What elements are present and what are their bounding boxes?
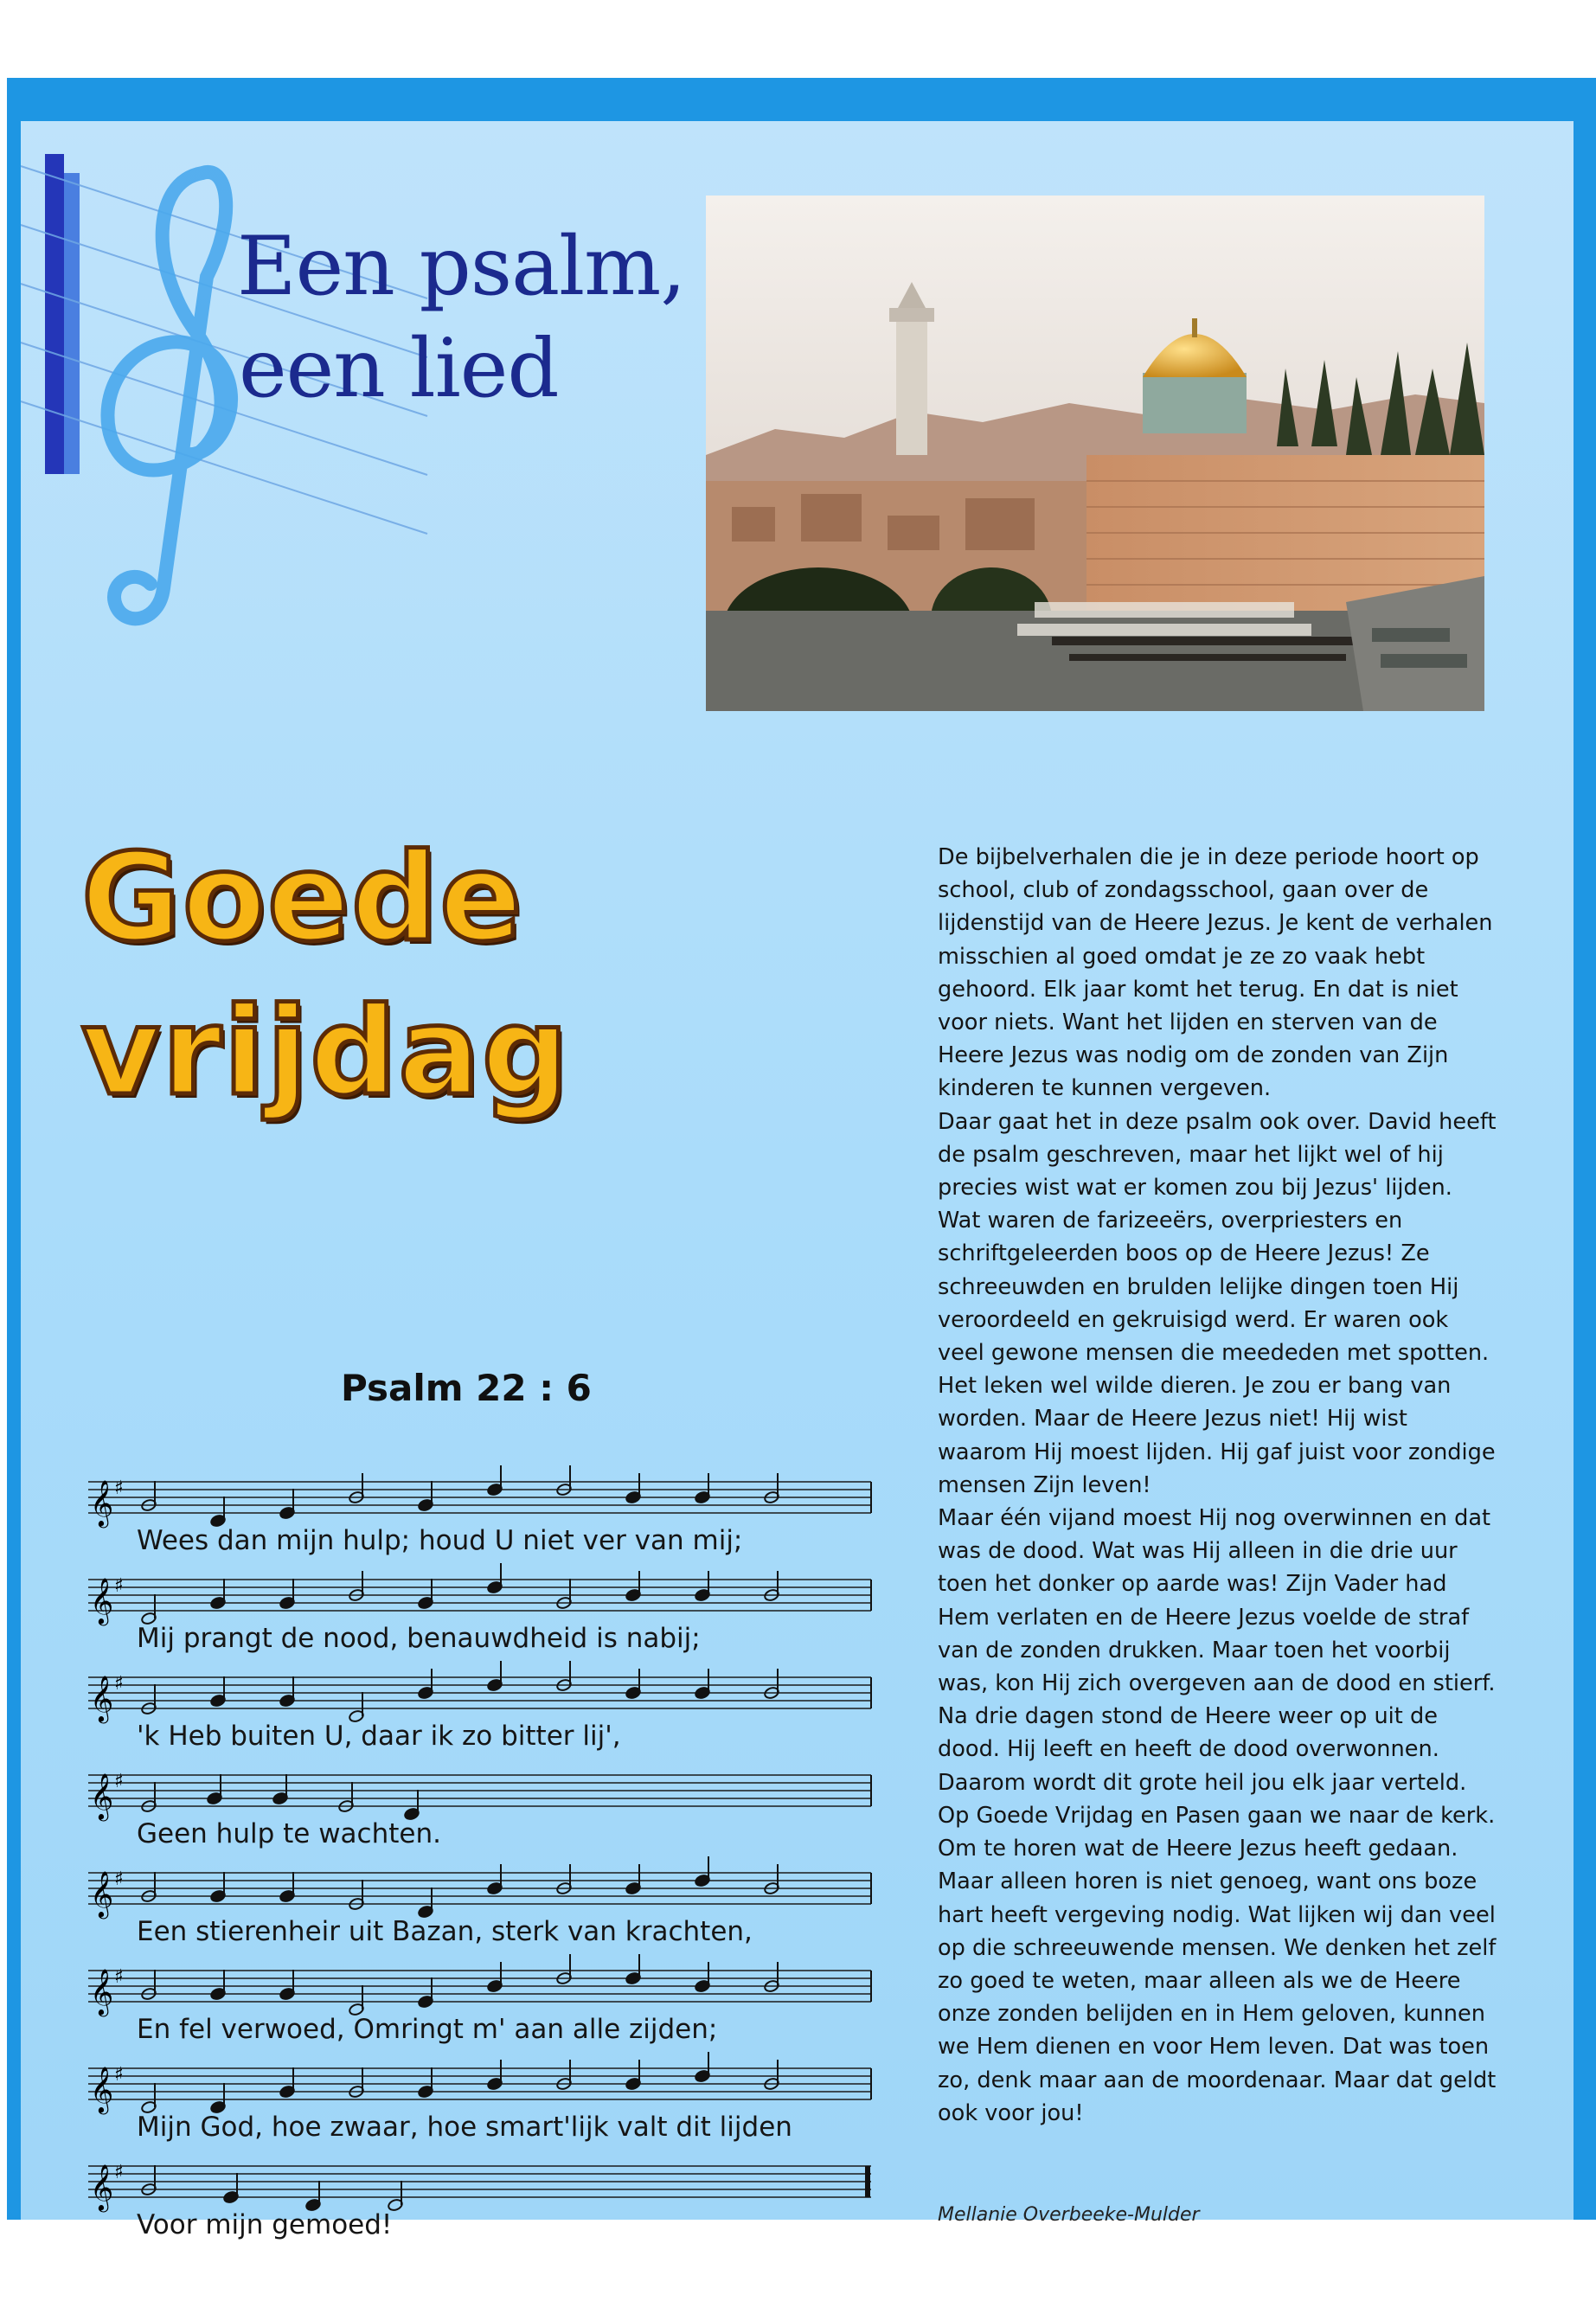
svg-text:♯: ♯ bbox=[114, 1575, 124, 1597]
big-title-line-2: vrijdag bbox=[81, 982, 571, 1123]
svg-text:♯: ♯ bbox=[114, 2064, 124, 2086]
content-panel bbox=[21, 121, 1574, 2240]
svg-text:𝄞: 𝄞 bbox=[90, 1577, 114, 1624]
svg-text:𝄞: 𝄞 bbox=[90, 1479, 114, 1526]
music-staff-icon bbox=[88, 1670, 875, 1722]
music-staff-icon bbox=[88, 1475, 875, 1527]
psalm-lyric-line: Mijn God, hoe zwaar, hoe smart'lijk valt dit lijden bbox=[137, 2112, 792, 2143]
big-title-line-1: Goede bbox=[81, 828, 524, 969]
article-text bbox=[938, 841, 1500, 2130]
psalm-lyric-line: Wees dan mijn hulp; houd U niet ver van mij; bbox=[137, 1525, 743, 1556]
header-title-line-2: een lied bbox=[239, 322, 559, 416]
music-system bbox=[88, 1768, 875, 1866]
music-system bbox=[88, 1866, 875, 1964]
svg-text:♯: ♯ bbox=[114, 1771, 124, 1792]
psalm-reference: Psalm 22 : 6 bbox=[341, 1367, 592, 1409]
svg-text:𝄞: 𝄞 bbox=[90, 1968, 114, 2015]
jerusalem-photo bbox=[706, 195, 1484, 711]
article-paragraph: De bijbelverhalen die je in deze periode hoort op school, club of zondagsschool, gaan over de lijdenstijd van de Heere Jezus. Je kent de verhalen misschien al goed omdat je ze zo vaak hebt gehoord. Elk jaar komt het terug. En dat is niet voor niets. Want het lijden en sterven van de Heere Jezus was nodig om de zonden van Zijn kinderen te kunnen vergeven. bbox=[938, 844, 1493, 1102]
music-system bbox=[88, 2061, 875, 2159]
svg-text:𝄞: 𝄞 bbox=[90, 1772, 114, 1819]
music-system bbox=[88, 1670, 875, 1768]
svg-text:𝄞: 𝄞 bbox=[90, 2066, 114, 2112]
jerusalem-western-wall-photo-icon bbox=[706, 195, 1484, 711]
header-title-line-1: Een psalm, bbox=[237, 220, 686, 314]
svg-text:♯: ♯ bbox=[114, 1673, 124, 1695]
psalm-lyric-line: En fel verwoed, Omringt m' aan alle zijden; bbox=[137, 2014, 718, 2045]
music-staff-icon bbox=[88, 1866, 875, 1918]
page-border bbox=[7, 78, 1596, 2240]
music-staff-icon bbox=[88, 1768, 875, 1820]
music-staff-icon bbox=[88, 1964, 875, 2016]
psalm-lyric-line: Mij prangt de nood, benauwdheid is nabij; bbox=[137, 1623, 701, 1654]
author-byline: Mellanie Overbeeke-Mulder bbox=[938, 2204, 1200, 2226]
music-staff-icon bbox=[88, 2159, 875, 2211]
svg-text:𝄞: 𝄞 bbox=[90, 1675, 114, 1721]
music-staff-icon bbox=[88, 2061, 875, 2113]
header-title bbox=[237, 216, 685, 420]
goede-vrijdag-title bbox=[81, 822, 570, 1130]
article-paragraph: Maar één vijand moest Hij nog overwinnen en dat was de dood. Wat was Hij alleen in die drie uur toen het donker op aarde was! Zijn Vader had Hem verlaten en de Heere Jezus voelde de straf van de zonden drukken. Maar toen het voorbij was, kon Hij zich overgeven aan de dood en stierf. Na drie dagen stond de Heere weer op uit de dood. Hij leeft en heeft de dood overwonnen. Daarom wordt dit grote heil jou elk jaar verteld. Op Goede Vrijdag en Pasen gaan we naar de kerk. Om te horen wat de Heere Jezus heeft gedaan. bbox=[938, 1505, 1496, 1862]
psalm-lyric-line: Geen hulp te wachten. bbox=[137, 1818, 441, 1849]
article-paragraph: Daar gaat het in deze psalm ook over. David heeft de psalm geschreven, maar het lijkt wel of hij precies wist wat er komen zou bij Jezus' lijden. bbox=[938, 1108, 1497, 1202]
music-system bbox=[88, 1964, 875, 2061]
music-staff-icon bbox=[88, 1573, 875, 1625]
article-paragraph: Maar alleen horen is niet genoeg, want ons boze hart heeft vergeving nodig. Wat lijken wij dan veel op die schreeuwende mensen. We denken het zelf zo goed te weten, maar alleen als we de Heere onze zonden belijden en in Hem geloven, kunnen we Hem dienen en voor Hem leven. Dat was toen zo, denk maar aan de moordenaar. Maar dat geldt ook voor jou! bbox=[938, 1868, 1497, 2126]
svg-text:♯: ♯ bbox=[114, 1868, 124, 1890]
music-system bbox=[88, 1573, 875, 1670]
psalm-lyric-line: 'k Heb buiten U, daar ik zo bitter lij', bbox=[137, 1721, 621, 1752]
sheet-music bbox=[88, 1475, 875, 2257]
music-system bbox=[88, 2159, 875, 2257]
svg-text:♯: ♯ bbox=[114, 1966, 124, 1988]
svg-text:𝄞: 𝄞 bbox=[90, 2163, 114, 2210]
svg-text:♯: ♯ bbox=[114, 2162, 124, 2183]
svg-text:♯: ♯ bbox=[114, 1477, 124, 1499]
psalm-lyric-line: Voor mijn gemoed! bbox=[137, 2209, 393, 2240]
article-paragraph: Wat waren de farizeeërs, overpriesters en schriftgeleerden boos op de Heere Jezus! Ze schreeuwden en brulden lelijke dingen toen Hij veroordeeld en gekruisigd werd. Er waren ook veel gewone mensen die meededen met spotten. Het leken wel wilde dieren. Je zou er bang van worden. Maar de Heere Jezus niet! Hij wist waarom Hij moest lijden. Hij gaf juist voor zondige mensen Zijn leven! bbox=[938, 1208, 1496, 1498]
svg-text:𝄞: 𝄞 bbox=[90, 1870, 114, 1917]
psalm-lyric-line: Een stierenheir uit Bazan, sterk van krachten, bbox=[137, 1916, 753, 1947]
music-system bbox=[88, 1475, 875, 1573]
